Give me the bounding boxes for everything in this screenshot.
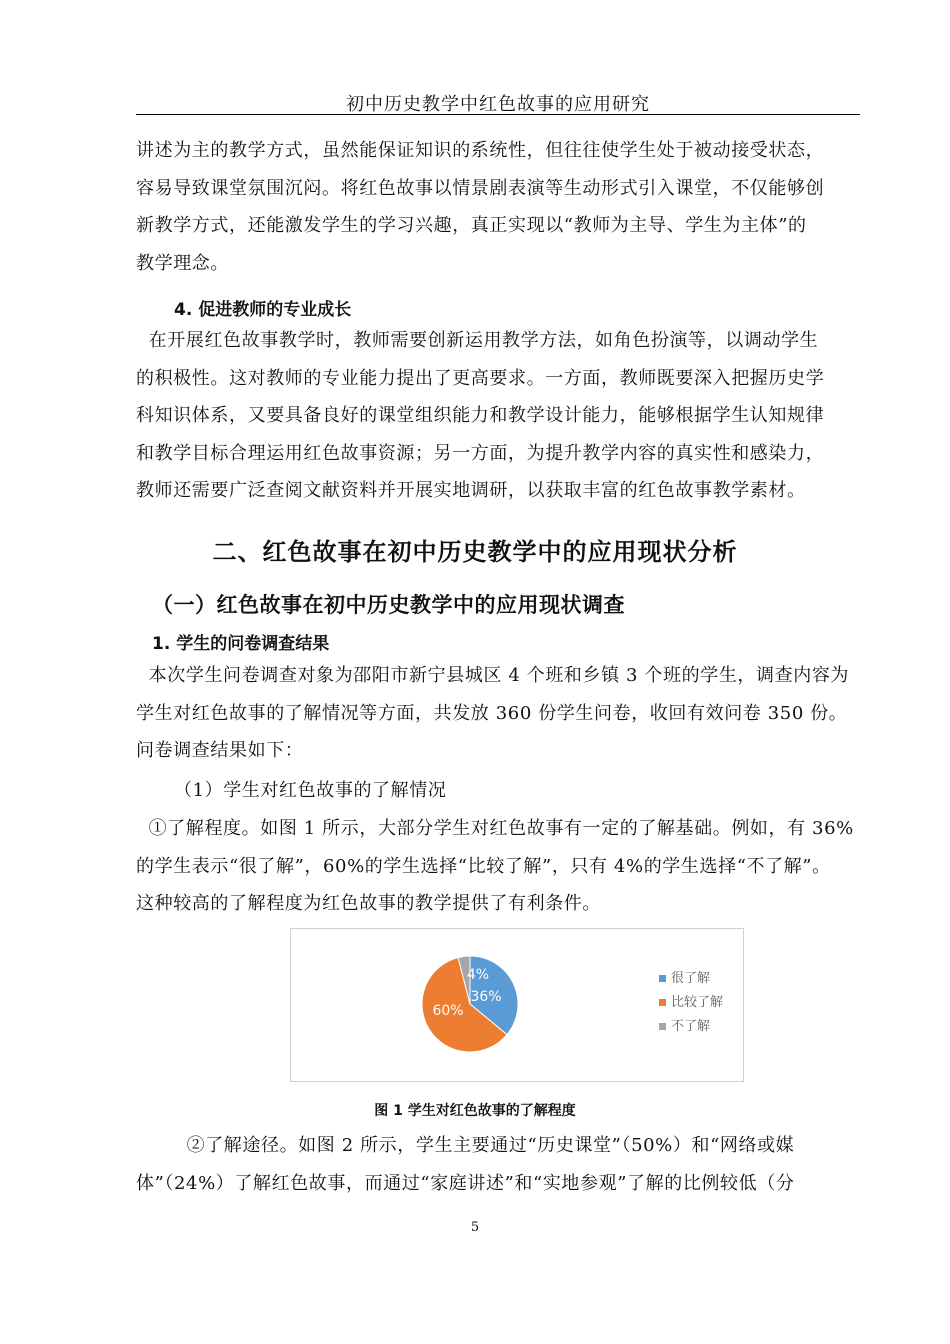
text-line: 的积极性。这对教师的专业能力提出了更高要求。一方面，教师既要深入把握历史学 [136, 367, 825, 389]
page-number: 5 [470, 1220, 480, 1235]
text-line: 本次学生问卷调查对象为邵阳市新宁县城区 4 个班和乡镇 3 个班的学生，调查内容为 [136, 665, 850, 686]
text-line: 和教学目标合理运用红色故事资源；另一方面，为提升教学内容的真实性和感染力， [136, 442, 825, 464]
paragraph-survey-intro [136, 657, 862, 770]
legend-label: 比较了解 [671, 995, 724, 1010]
pie-data-label: 4% [466, 967, 490, 983]
text-line: 教学理念。 [136, 252, 229, 274]
text-line: 这种较高的了解程度为红色故事的教学提供了有利条件。 [136, 893, 601, 914]
text-line: 教师还需要广泛查阅文献资料并开展实地调研，以获取丰富的红色故事教学素材。 [136, 480, 806, 501]
legend-swatch [659, 975, 666, 982]
text-line: 体”（24%）了解红色故事，而通过“家庭讲述”和“实地参观”了解的比例较低（分 [136, 1172, 795, 1194]
text-line: 科知识体系，又要具备良好的课堂组织能力和教学设计能力，能够根据学生认知规律 [136, 405, 825, 426]
text-line: 的学生表示“很了解”，60%的学生选择“比较了解”，只有 4%的学生选择“不了解”。 [136, 855, 831, 877]
pie-chart-frame [290, 928, 744, 1082]
item-heading [174, 772, 854, 810]
section-heading: 二、红色故事在初中历史教学中的应用现状分析 [212, 538, 738, 566]
text-line: 在开展红色故事教学时，教师需要创新运用教学方法，如角色扮演等，以调动学生 [136, 330, 819, 351]
paragraph-teacher-growth [136, 322, 862, 510]
figure-caption: 图 1 学生对红色故事的了解程度 [374, 1103, 576, 1119]
legend-label: 很了解 [671, 971, 711, 986]
pie-chart [291, 929, 743, 1081]
text-line: ①了解程度。如图 1 所示，大部分学生对红色故事有一定的了解基础。例如，有 36% [136, 818, 854, 839]
legend-swatch [659, 999, 666, 1006]
paragraph-understanding-channels [136, 1127, 862, 1202]
legend-label: 不了解 [671, 1019, 711, 1034]
pie-data-label: 36% [470, 989, 502, 1005]
text-line: 容易导致课堂氛围沉闷。将红色故事以情景剧表演等生动形式引入课堂，不仅能够创 [136, 177, 825, 199]
text-line: 问卷调查结果如下： [136, 740, 304, 761]
header-rule [136, 114, 860, 115]
text-line: 讲述为主的教学方式，虽然能保证知识的系统性，但往往使学生处于被动接受状态， [136, 140, 825, 161]
text-line: ②了解途径。如图 2 所示，学生主要通过“历史课堂”（50%）和“网络或媒 [136, 1135, 795, 1156]
subheading-survey-results: 1. 学生的问卷调查结果 [152, 634, 330, 654]
text-line: 学生对红色故事的了解情况等方面，共发放 360 份学生问卷，收回有效问卷 350 份。 [136, 702, 848, 724]
text-line: （1）学生对红色故事的了解情况 [174, 780, 447, 801]
legend-swatch [659, 1023, 666, 1030]
text-line: 新教学方式，还能激发学生的学习兴趣，真正实现以“教师为主导、学生为主体”的 [136, 215, 807, 236]
paragraph-understanding-level [136, 810, 876, 923]
pie-data-label: 60% [432, 1003, 464, 1019]
subheading-teacher-growth: 4. 促进教师的专业成长 [174, 300, 352, 320]
running-header: 初中历史教学中红色故事的应用研究 [346, 94, 650, 115]
subsection-heading: （一）红色故事在初中历史教学中的应用现状调查 [152, 593, 625, 617]
paragraph-teaching-method [136, 132, 862, 282]
